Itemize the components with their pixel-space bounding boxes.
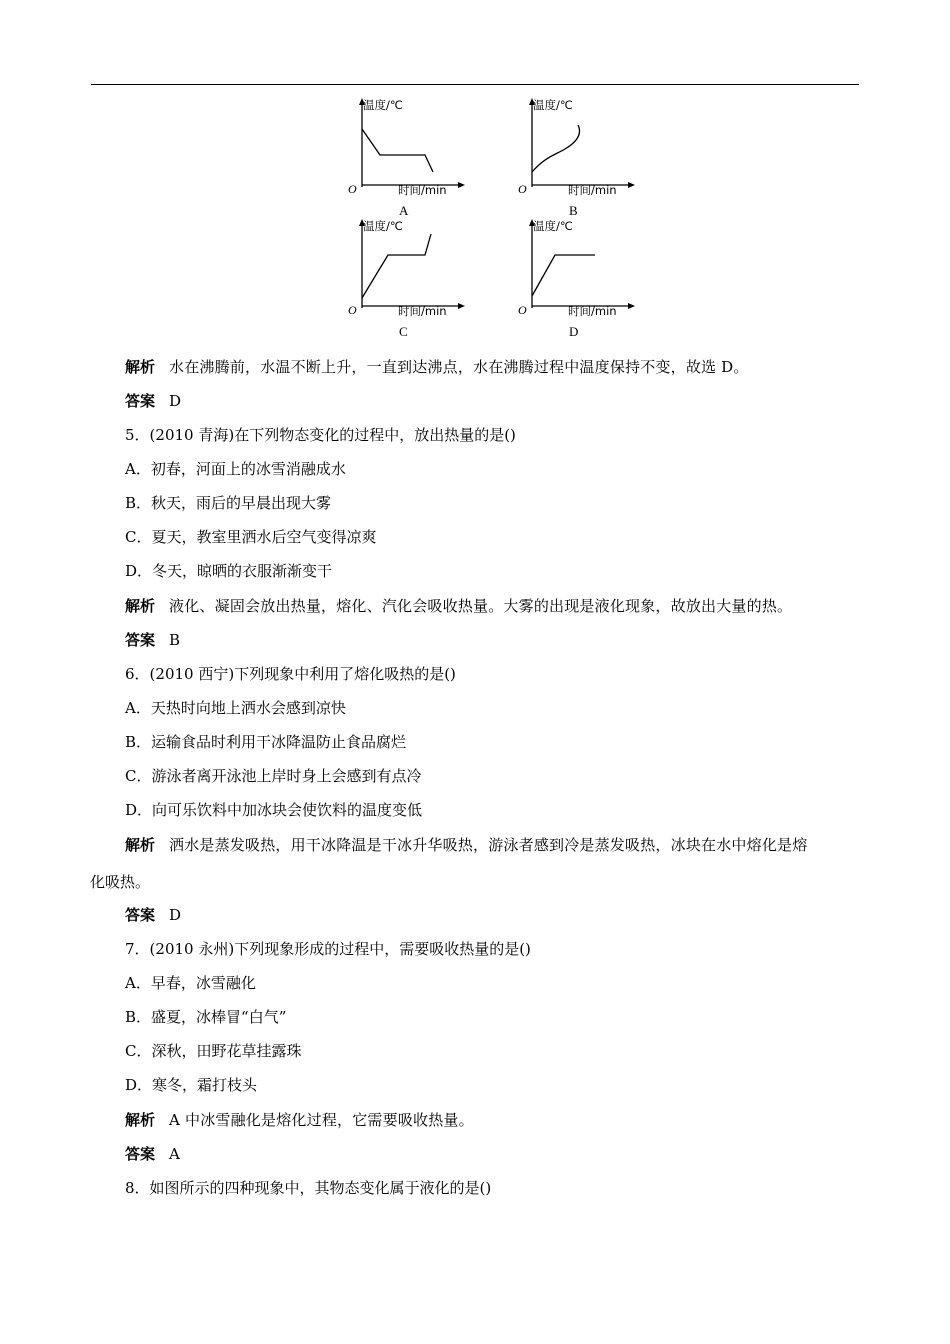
q5-option-d: D．冬天，晾晒的衣服渐渐变干 [125, 562, 333, 580]
q7-option-b: B．盛夏，冰棒冒“白气” [125, 1008, 287, 1026]
analysis-label: 解析 [125, 1111, 156, 1129]
answer-label: 答案 [125, 1145, 156, 1163]
x-axis-label: 时间/min [398, 304, 447, 318]
origin-label: O [518, 303, 527, 317]
q5-option-a: A．初春，河面上的冰雪消融成水 [125, 460, 346, 478]
analysis-label: 解析 [125, 597, 156, 615]
analysis-label: 解析 [125, 836, 156, 854]
graph-caption: A [399, 203, 409, 218]
graph-caption: B [569, 203, 578, 218]
answer-label: 答案 [125, 392, 156, 410]
graph-d [518, 218, 665, 348]
q6-option-c: C．游泳者离开泳池上岸时身上会感到有点冷 [125, 767, 422, 785]
curve-b [532, 125, 580, 172]
q6-analysis [125, 835, 807, 855]
graph-caption: D [569, 324, 579, 339]
q5-option-c: C．夏天，教室里洒水后空气变得凉爽 [125, 528, 377, 546]
analysis-text: 水在沸腾前，水温不断上升，一直到达沸点，水在沸腾过程中温度保持不变，故选 D。 [169, 358, 749, 376]
q6-option-d: D．向可乐饮料中加冰块会使饮料的温度变低 [125, 801, 423, 819]
answer-value: A [169, 1145, 180, 1163]
y-axis-label: 温度/℃ [533, 219, 573, 233]
q5-answer [125, 630, 180, 650]
graph-b [518, 97, 665, 227]
analysis-text: A 中冰雪融化是熔化过程，它需要吸收热量。 [169, 1111, 474, 1129]
q5-option-b: B．秋天，雨后的早晨出现大雾 [125, 494, 332, 512]
q6-answer [125, 905, 181, 925]
x-axis-label: 时间/min [568, 304, 617, 318]
header-rule [91, 84, 859, 85]
q7-option-a: A．早春，冰雪融化 [125, 974, 256, 992]
origin-label: O [518, 182, 527, 196]
answer-value: D [169, 906, 182, 924]
q7-analysis [125, 1110, 474, 1130]
analysis-label: 解析 [125, 358, 156, 376]
x-axis-label: 时间/min [398, 183, 447, 197]
graph-caption: C [399, 324, 408, 339]
q5-stem: 5．(2010 青海)在下列物态变化的过程中，放出热量的是() [125, 426, 516, 444]
y-axis-label: 温度/℃ [363, 219, 403, 233]
answer-label: 答案 [125, 631, 156, 649]
q4-answer [125, 391, 181, 411]
q5-analysis [125, 596, 792, 616]
analysis-text: 洒水是蒸发吸热，用干冰降温是干冰升华吸热，游泳者感到冷是蒸发吸热，冰块在水中熔化是熔 [169, 836, 808, 854]
q7-answer [125, 1144, 180, 1164]
answer-value: D [169, 392, 182, 410]
q7-option-c: C．深秋，田野花草挂露珠 [125, 1042, 302, 1060]
curve-a [362, 129, 433, 172]
graph-a [348, 97, 495, 227]
answer-value: B [169, 631, 181, 649]
answer-label: 答案 [125, 906, 156, 924]
q6-option-b: B．运输食品时利用干冰降温防止食品腐烂 [125, 733, 407, 751]
y-axis-label: 温度/℃ [363, 98, 403, 112]
q8-stem: 8．如图所示的四种现象中，其物态变化属于液化的是() [125, 1179, 492, 1197]
y-axis-label: 温度/℃ [533, 98, 573, 112]
analysis-text: 液化、凝固会放出热量，熔化、汽化会吸收热量。大雾的出现是液化现象，故放出大量的热。 [169, 597, 793, 615]
q4-analysis [125, 357, 749, 377]
curve-c [362, 234, 431, 298]
origin-label: O [348, 303, 357, 317]
q7-stem: 7．(2010 永州)下列现象形成的过程中，需要吸收热量的是() [125, 940, 531, 958]
origin-label: O [348, 182, 357, 196]
q6-option-a: A．天热时向地上洒水会感到凉快 [125, 699, 346, 717]
graph-c [348, 218, 495, 348]
curve-d [532, 255, 595, 296]
x-axis-label: 时间/min [568, 183, 617, 197]
q6-stem: 6．(2010 西宁)下列现象中利用了熔化吸热的是() [125, 665, 456, 683]
q6-analysis-cont: 化吸热。 [90, 873, 151, 891]
q7-option-d: D．寒冬，霜打枝头 [125, 1076, 258, 1094]
